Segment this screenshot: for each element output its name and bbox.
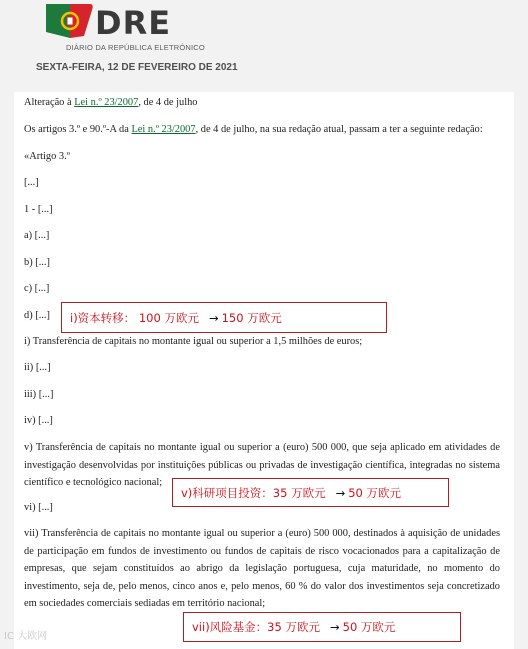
logo-subtitle: DIÁRIO DA REPÚBLICA ELETRÓNICO [66, 43, 205, 52]
item-i: i) Transferência de capitais no montante igual ou superior a 1,5 milhões de euros; [24, 336, 363, 347]
item-a: a) [...] [24, 230, 50, 241]
annotation-venture-fund [183, 612, 461, 642]
item-vii: vii) Transferência de capitais no montante igual ou superior a (euro) 500 000, destinados à aquisição de unidades de participação em fundos de investimento ou fundos de capitais de risco vocacionados para a capitalização de empresas, que sejam constituídos ao abrigo da legislação portuguesa, cuja maturidade, no momento do investimento, seja de, pelo menos, cinco anos e, pelo menos, 60 % do valor dos investimentos seja concretizado em sociedades comerciais sediadas em território nacional; [24, 528, 500, 610]
page-header [0, 0, 528, 92]
item-c: c) [...] [24, 283, 50, 294]
watermark: IC 大欧网 [4, 631, 48, 642]
item-ii: ii) [...] [24, 362, 51, 373]
article-heading: «Artigo 3.º [24, 151, 70, 162]
item-d: d) [...] [24, 310, 50, 321]
annotation-capital-transfer [61, 302, 387, 333]
item-b: b) [...] [24, 257, 50, 268]
item-iv: iv) [...] [24, 415, 53, 426]
annotation-label: vii)风险基金：35 万欧元 [192, 620, 320, 634]
dre-logo-icon [40, 2, 94, 40]
annotation-value: 50 万欧元 [348, 485, 402, 500]
arrow-right-icon: → [335, 485, 346, 500]
intro-paragraph: Os artigos 3.º e 90.º-A da Lei n.º 23/2007, de 4 de julho, na sua redação atual, passam a ter a seguinte redação: [24, 124, 483, 135]
item-vi: vi) [...] [24, 502, 53, 513]
logo-text: DRE [95, 4, 172, 42]
publication-date: SEXTA-FEIRA, 12 DE FEVEREIRO DE 2021 [36, 62, 238, 73]
law-link[interactable]: Lei n.º 23/2007 [74, 97, 139, 108]
ellipsis-line: [...] [24, 177, 39, 188]
law-link[interactable]: Lei n.º 23/2007 [131, 124, 196, 135]
annotation-label: v)科研项目投资：35 万欧元 [181, 485, 326, 500]
document-body [14, 92, 514, 649]
annotation-value: 50 万欧元 [342, 620, 396, 634]
arrow-right-icon: → [329, 620, 340, 634]
item-iii: iii) [...] [24, 389, 54, 400]
amendment-title: Alteração à Lei n.º 23/2007, de 4 de julho [24, 97, 198, 108]
annotation-research-investment [172, 478, 449, 507]
annotation-value: 150 万欧元 [221, 310, 282, 325]
item-1: 1 - [...] [24, 204, 53, 215]
annotation-label: i)资本转移： 100 万欧元 [70, 310, 199, 325]
item-v: v) Transferência de capitais no montante igual ou superior a (euro) 500 000, que seja aplicado em atividades de investigação desenvolvidas por instituições públicas ou privadas de investigação científica, integradas no sistema científico e tecnológico nacional; [24, 442, 500, 489]
arrow-right-icon: → [208, 310, 219, 325]
